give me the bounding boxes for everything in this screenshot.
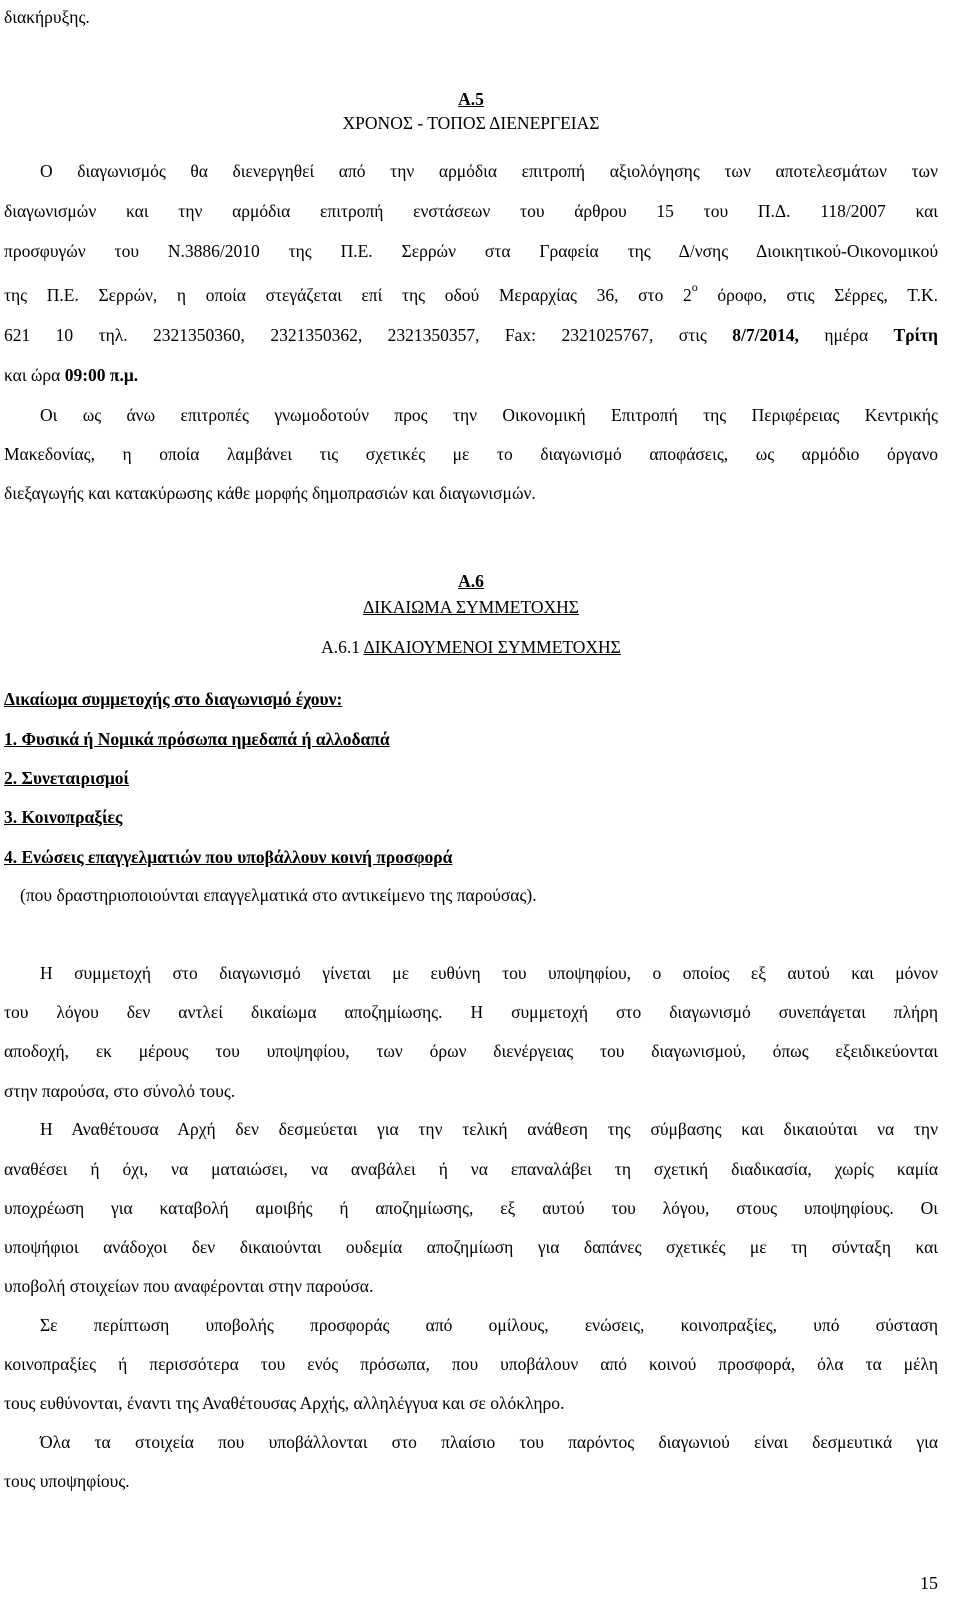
paragraph-line: Οι ως άνω επιτροπές γνωμοδοτούν προς την Οικονομική Επιτροπή της Περιφέρειας Κεντρικής <box>40 405 938 425</box>
list-item: 4. Ενώσεις επαγγελματιών που υποβάλλουν κοινή προσφορά <box>4 847 453 867</box>
paragraph-line: της Π.Ε. Σερρών, η οποία στεγάζεται επί της οδού Μεραρχίας 36, στο $2^o$ όροφο, στις Σέρρες, Τ.Κ. <box>4 280 938 305</box>
subsection-title: ΔΙΚΑΙΟΥΜΕΝΟΙ ΣΥΜΜΕΤΟΧΗΣ <box>363 637 621 657</box>
paragraph-line: υποβολή στοιχείων που αναφέρονται στην παρούσα. <box>4 1276 374 1296</box>
list-item: 2. Συνεταιρισμοί <box>4 768 129 788</box>
paragraph-line: στην παρούσα, στο σύνολό τους. <box>4 1081 236 1101</box>
paragraph-line: τους υποψηφίους. <box>4 1471 130 1491</box>
page-number: 15 <box>920 1573 938 1593</box>
superscript-o: ο <box>691 280 698 294</box>
paragraph-line: Ο διαγωνισμός θα διενεργηθεί από την αρμόδια επιτροπή αξιολόγησης των αποτελεσμάτων των <box>40 161 938 181</box>
paragraph-line: αποδοχή, εκ μέρους του υποψηφίου, των όρων διενέργειας του διαγωνισμού, όπως εξειδικεύονται <box>4 1041 938 1061</box>
paragraph-line: Η συμμετοχή στο διαγωνισμό γίνεται με ευθύνη του υποψηφίου, ο οποίος εξ αυτού και μόνον <box>40 963 938 983</box>
paragraph-line: αναθέσει ή όχι, να ματαιώσει, να αναβάλει ή να επαναλάβει τη σχετική διαδικασία, χωρίς καμία <box>4 1159 938 1179</box>
paragraph-line: του λόγου δεν αντλεί δικαίωμα αποζημίωσης. Η συμμετοχή στο διαγωνισμό συνεπάγεται πλήρη <box>4 1002 938 1022</box>
section-a6-number: Α.6 <box>458 571 484 591</box>
paragraph-line: Η Αναθέτουσα Αρχή δεν δεσμεύεται για την τελική ανάθεση της σύμβασης και δικαιούται να την <box>40 1119 938 1139</box>
paragraph-line: Μακεδονίας, η οποία λαμβάνει τις σχετικές με το διαγωνισμό αποφάσεις, ως αρμόδιο όργανο <box>4 444 938 464</box>
subsection-number: Α.6.1 <box>321 637 361 657</box>
list-item: 1. Φυσικά ή Νομικά πρόσωπα ημεδαπά ή αλλοδαπά <box>4 729 390 749</box>
paragraph-line: Όλα τα στοιχεία που υποβάλλονται στο πλαίσιο του παρόντος διαγωνιού είναι δεσμευτικά για <box>40 1432 938 1452</box>
participation-intro: Δικαίωμα συμμετοχής στο διαγωνισμό έχουν: <box>4 689 343 709</box>
paragraph-line: Σε περίπτωση υποβολής προσφοράς από ομίλους, ενώσεις, κοινοπραξίες, υπό σύσταση <box>40 1315 938 1335</box>
continuation-text: διακήρυξης. <box>4 7 90 27</box>
date-value: 8/7/2014, <box>732 325 799 345</box>
section-a5-title: ΧΡΟΝΟΣ - ΤΟΠΟΣ ΔΙΕΝΕΡΓΕΙΑΣ <box>342 113 600 133</box>
paragraph-line: και ώρα 09:00 π.μ. <box>4 365 139 385</box>
time-value: 09:00 π.μ. <box>64 365 139 385</box>
section-a5-number: Α.5 <box>458 89 484 109</box>
paragraph-line: κοινοπραξίες ή περισσότερα του ενός πρόσωπα, που υποβάλουν από κοινού προσφορά, όλα τα μέλη <box>4 1354 938 1374</box>
paragraph-line: τους ευθύνονται, έναντι της Αναθέτουσας Αρχής, αλληλέγγυα και σε ολόκληρο. <box>4 1393 565 1413</box>
list-item: 3. Κοινοπραξίες <box>4 807 123 827</box>
paragraph-line: υποχρέωση για καταβολή αμοιβής ή αποζημίωσης, εξ αυτού του λόγου, στους υποψηφίους. Οι <box>4 1198 938 1218</box>
paragraph-line: υποψήφιοι ανάδοχοι δεν δικαιούνται ουδεμία αποζημίωση για δαπάνες σχετικές με τη σύνταξη και <box>4 1237 938 1257</box>
paragraph-line: διεξαγωγής και κατακύρωσης κάθε μορφής δημοπρασιών και διαγωνισμών. <box>4 483 536 503</box>
paragraph-line: 621 10 τηλ. 2321350360, 2321350362, 2321350357, Fax: 2321025767, στις 8/7/2014, ημέρα Τρίτη <box>4 325 938 345</box>
paragraph-line: διαγωνισμών και την αρμόδια επιτροπή ενστάσεων του άρθρου 15 του Π.Δ. 118/2007 και <box>4 201 938 221</box>
list-note: (που δραστηριοποιούνται επαγγελματικά στο αντικείμενο της παρούσας). <box>20 885 537 905</box>
paragraph-line: προσφυγών του Ν.3886/2010 της Π.Ε. Σερρών στα Γραφεία της Δ/νσης Διοικητικού-Οικονομικού <box>4 241 938 261</box>
day-value: Τρίτη <box>893 325 938 345</box>
subsection-heading <box>4 636 938 658</box>
section-a6-title: ΔΙΚΑΙΩΜΑ ΣΥΜΜΕΤΟΧΗΣ <box>363 597 579 617</box>
